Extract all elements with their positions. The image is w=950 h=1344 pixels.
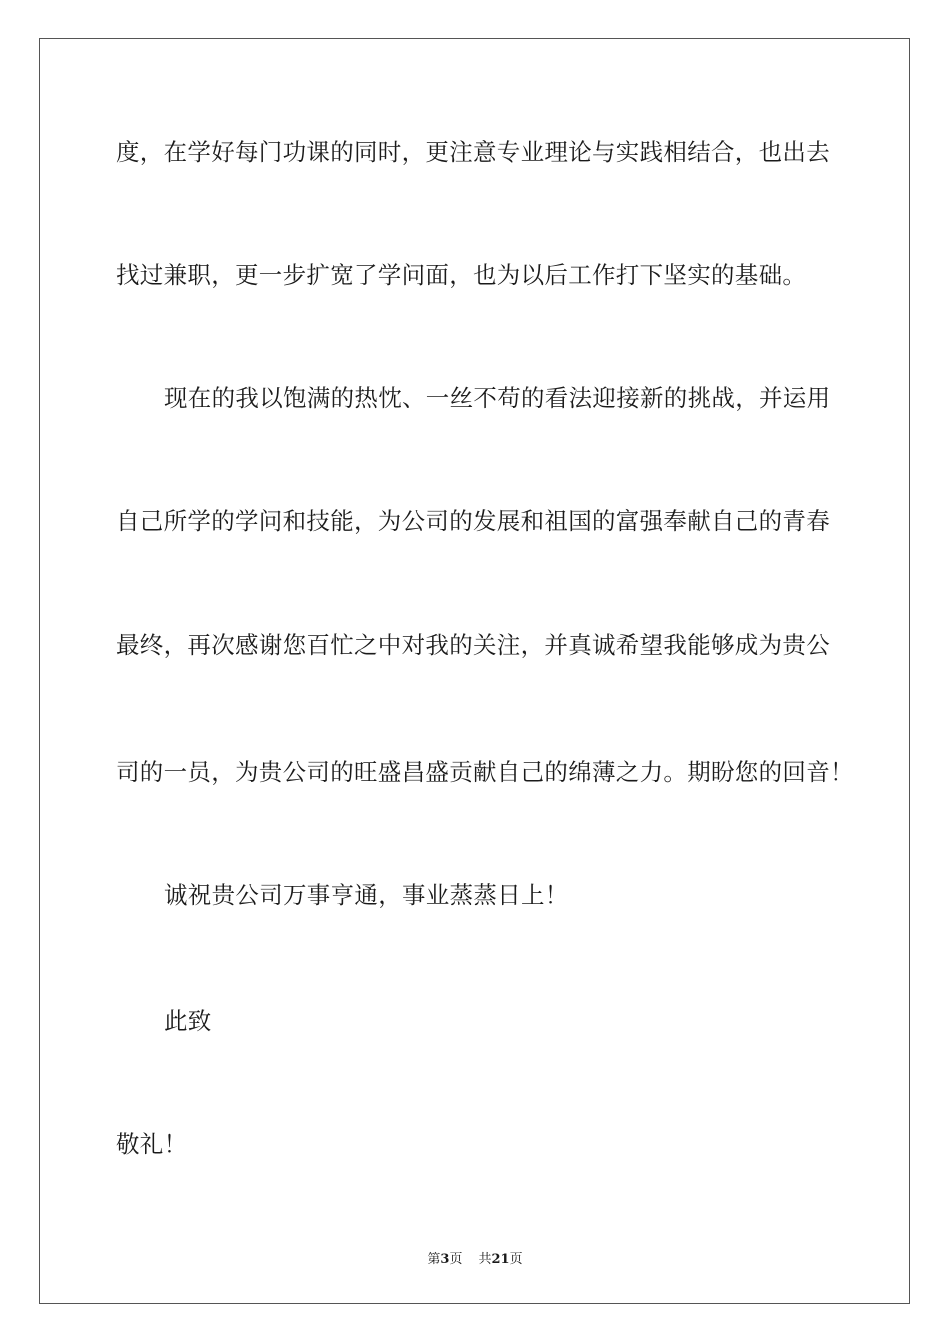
salutation-cizhi: 此致	[164, 1007, 212, 1035]
footer-total-suffix: 页	[509, 1252, 523, 1267]
closing-wish: 诚祝贵公司万事亨通，事业蒸蒸日上！	[164, 881, 569, 909]
page-border	[39, 38, 910, 1304]
text-line: 最终，再次感谢您百忙之中对我的关注，并真诚希望我能够成为贵公	[116, 631, 830, 659]
footer-page-number: 3	[440, 1252, 450, 1267]
footer-total-prefix: 共	[478, 1252, 492, 1267]
paragraph-start-line: 现在的我以饱满的热忱、一丝不苟的看法迎接新的挑战，并运用	[164, 384, 831, 412]
text-line: 找过兼职，更一步扩宽了学问面，也为以后工作打下坚实的基础。	[116, 261, 807, 289]
text-line: 司的一员，为贵公司的旺盛昌盛贡献自己的绵薄之力。期盼您的回音！	[116, 758, 854, 786]
page-footer	[0, 1248, 950, 1267]
salutation-jingli: 敬礼！	[116, 1130, 188, 1158]
text-line: 度，在学好每门功课的同时，更注意专业理论与实践相结合，也出去	[116, 138, 830, 166]
footer-total-pages: 21	[491, 1252, 510, 1267]
text-line: 自己所学的学问和技能，为公司的发展和祖国的富强奉献自己的青春	[116, 507, 830, 535]
footer-page-suffix: 页	[449, 1252, 463, 1267]
footer-page-prefix: 第	[427, 1252, 441, 1267]
